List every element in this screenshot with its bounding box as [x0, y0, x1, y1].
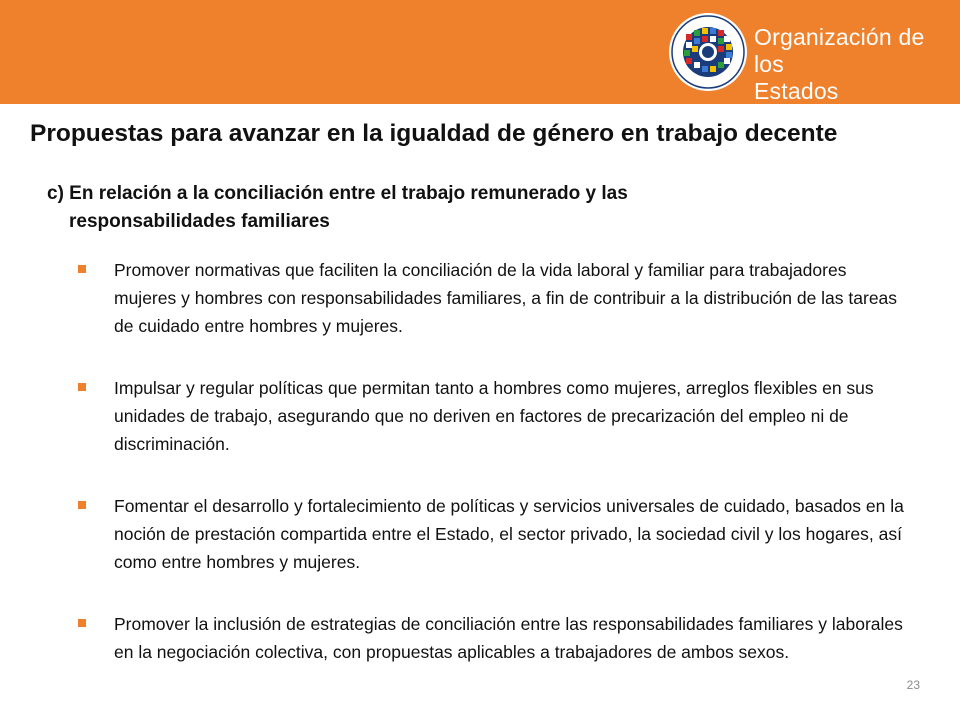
- subtitle-line1: c) En relación a la conciliación entre el trabajo remunerado y las: [47, 183, 628, 204]
- square-bullet-icon: [78, 619, 86, 627]
- bullet-text: Fomentar el desarrollo y fortalecimiento de políticas y servicios universales de cuidado, basados en la noción de prestación compartida entre el Estado, el sector privado, la sociedad civil y los hogares, así como entre hombres y mujeres.: [114, 496, 904, 572]
- bullet-text: Impulsar y regular políticas que permitan tanto a hombres como mujeres, arreglos flexibles en sus unidades de trabajo, asegurando que no deriven en factores de precarización del empleo ni de discriminación.: [114, 378, 874, 454]
- oas-seal-logo: [668, 12, 748, 92]
- square-bullet-icon: [78, 501, 86, 509]
- slide-subtitle: [47, 180, 807, 236]
- bullet-list: [78, 256, 908, 700]
- bullet-item: [78, 374, 908, 458]
- square-bullet-icon: [78, 383, 86, 391]
- bullet-item: [78, 492, 908, 576]
- bullet-text: Promover la inclusión de estrategias de conciliación entre las responsabilidades familiares y laborales en la negociación colectiva, con propuestas aplicables a trabajadores de ambos sexos.: [114, 614, 903, 662]
- page-number: 23: [906, 678, 920, 692]
- org-name-line1: Organización de los: [754, 24, 925, 77]
- bullet-item: [78, 610, 908, 666]
- header-banner: [0, 0, 960, 131]
- bullet-text: Promover normativas que faciliten la conciliación de la vida laboral y familiar para trabajadores mujeres y hombres con responsabilidades familiares, a fin de contribuir a la distribución de las tareas de cuidado entre hombres y mujeres.: [114, 260, 898, 336]
- bullet-item: [78, 256, 908, 340]
- square-bullet-icon: [78, 265, 86, 273]
- org-name-line2: Estados Americanos: [754, 78, 878, 131]
- slide-title: Propuestas para avanzar en la igualdad de género en trabajo decente: [30, 120, 838, 147]
- org-name: [754, 24, 960, 132]
- subtitle-line2: responsabilidades familiares: [69, 211, 330, 232]
